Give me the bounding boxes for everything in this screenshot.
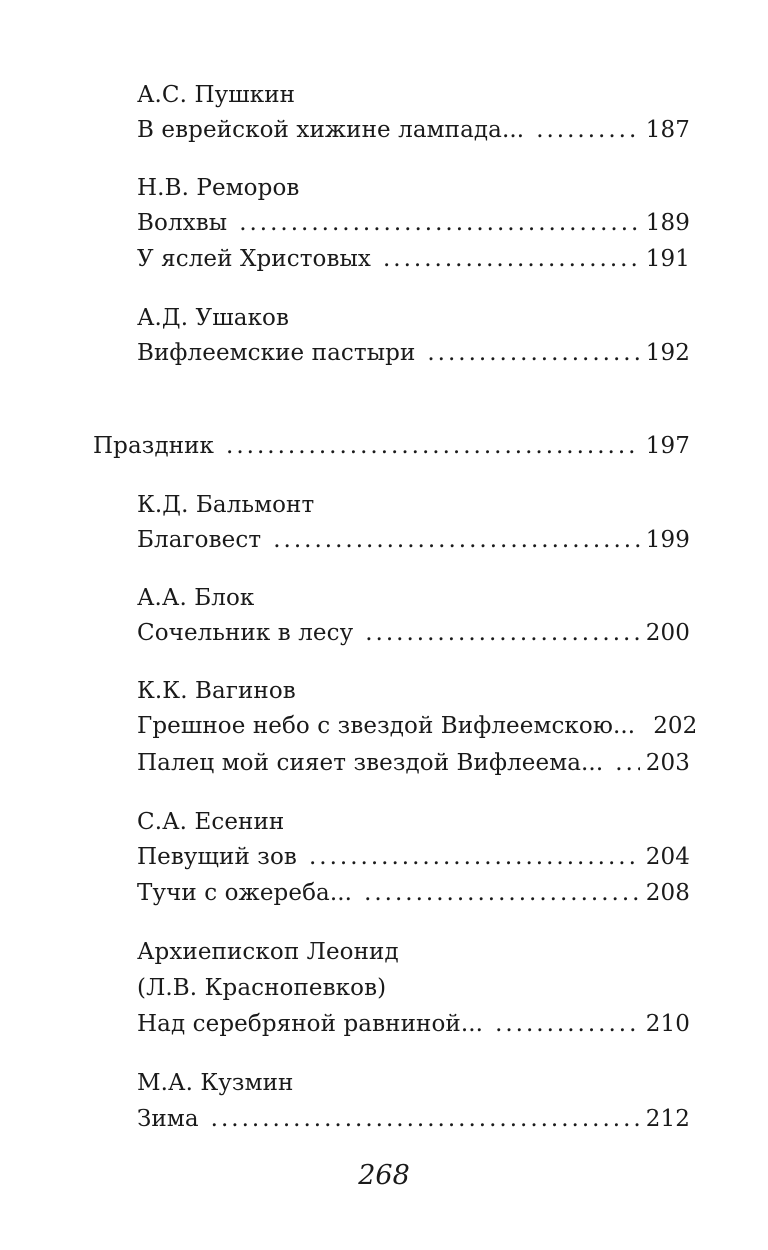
author-name: Архиепископ Леонид <box>137 939 399 965</box>
dot-leader <box>365 619 640 647</box>
author-name: С.А. Есенин <box>137 809 285 835</box>
toc-entry <box>137 712 698 740</box>
toc-entry <box>137 245 690 273</box>
author-name: К.К. Вагинов <box>137 678 296 704</box>
entry-title: Зима <box>137 1106 199 1132</box>
toc-section <box>93 432 690 460</box>
toc-entry <box>137 1105 690 1133</box>
entry-page: 189 <box>645 210 690 236</box>
toc-entry <box>137 1010 690 1038</box>
entry-title: Над серебряной равниной... <box>137 1011 484 1037</box>
toc-entry <box>137 116 690 144</box>
dot-leader <box>239 209 640 237</box>
entry-page: 212 <box>645 1106 690 1132</box>
dot-leader <box>383 245 640 273</box>
entry-title: Палец мой сияет звездой Вифлеема... <box>137 750 604 776</box>
entry-page: 204 <box>645 844 690 870</box>
entry-page: 208 <box>645 880 690 906</box>
dot-leader <box>615 749 640 777</box>
author-name: М.А. Кузмин <box>137 1070 294 1096</box>
dot-leader <box>364 879 640 907</box>
entry-page: 202 <box>653 713 698 739</box>
toc-entry <box>137 843 690 871</box>
author-name: К.Д. Бальмонт <box>137 492 315 518</box>
dot-leader <box>309 843 640 871</box>
entry-title: Грешное небо с звездой Вифлеемскою... <box>137 713 636 739</box>
author-name: А.С. Пушкин <box>137 82 296 108</box>
dot-leader <box>495 1010 640 1038</box>
entry-page: 210 <box>645 1011 690 1037</box>
entry-title: Тучи с ожереба... <box>137 880 353 906</box>
entry-page: 191 <box>645 246 690 272</box>
entry-title: Волхвы <box>137 210 228 236</box>
entry-page: 187 <box>645 117 690 143</box>
entry-page: 200 <box>645 620 690 646</box>
author-name-secondary: (Л.В. Краснопевков) <box>137 975 387 1001</box>
dot-leader <box>211 1105 640 1133</box>
dot-leader <box>536 116 640 144</box>
entry-title: Благовест <box>137 527 262 553</box>
toc-entry <box>137 526 690 554</box>
author-name: А.А. Блок <box>137 585 255 611</box>
entry-page: 199 <box>645 527 690 553</box>
entry-title: В еврейской хижине лампада... <box>137 117 525 143</box>
page-number: 268 <box>358 1160 410 1191</box>
section-page: 197 <box>645 433 690 459</box>
entry-page: 203 <box>645 750 690 776</box>
toc-entry <box>137 339 690 367</box>
entry-title: У яслей Христовых <box>137 246 371 272</box>
toc-entry <box>137 749 690 777</box>
dot-leader <box>427 339 639 367</box>
author-name: А.Д. Ушаков <box>137 305 290 331</box>
entry-title: Сочельник в лесу <box>137 620 354 646</box>
dot-leader <box>273 526 640 554</box>
entry-title: Певущий зов <box>137 844 297 870</box>
author-name: Н.В. Реморов <box>137 175 300 201</box>
toc-entry <box>137 209 690 237</box>
toc-entry <box>137 619 690 647</box>
dot-leader <box>226 432 640 460</box>
toc-entry <box>137 879 690 907</box>
entry-page: 192 <box>645 340 690 366</box>
entry-title: Вифлеемские пастыри <box>137 340 416 366</box>
section-title: Праздник <box>93 433 215 459</box>
